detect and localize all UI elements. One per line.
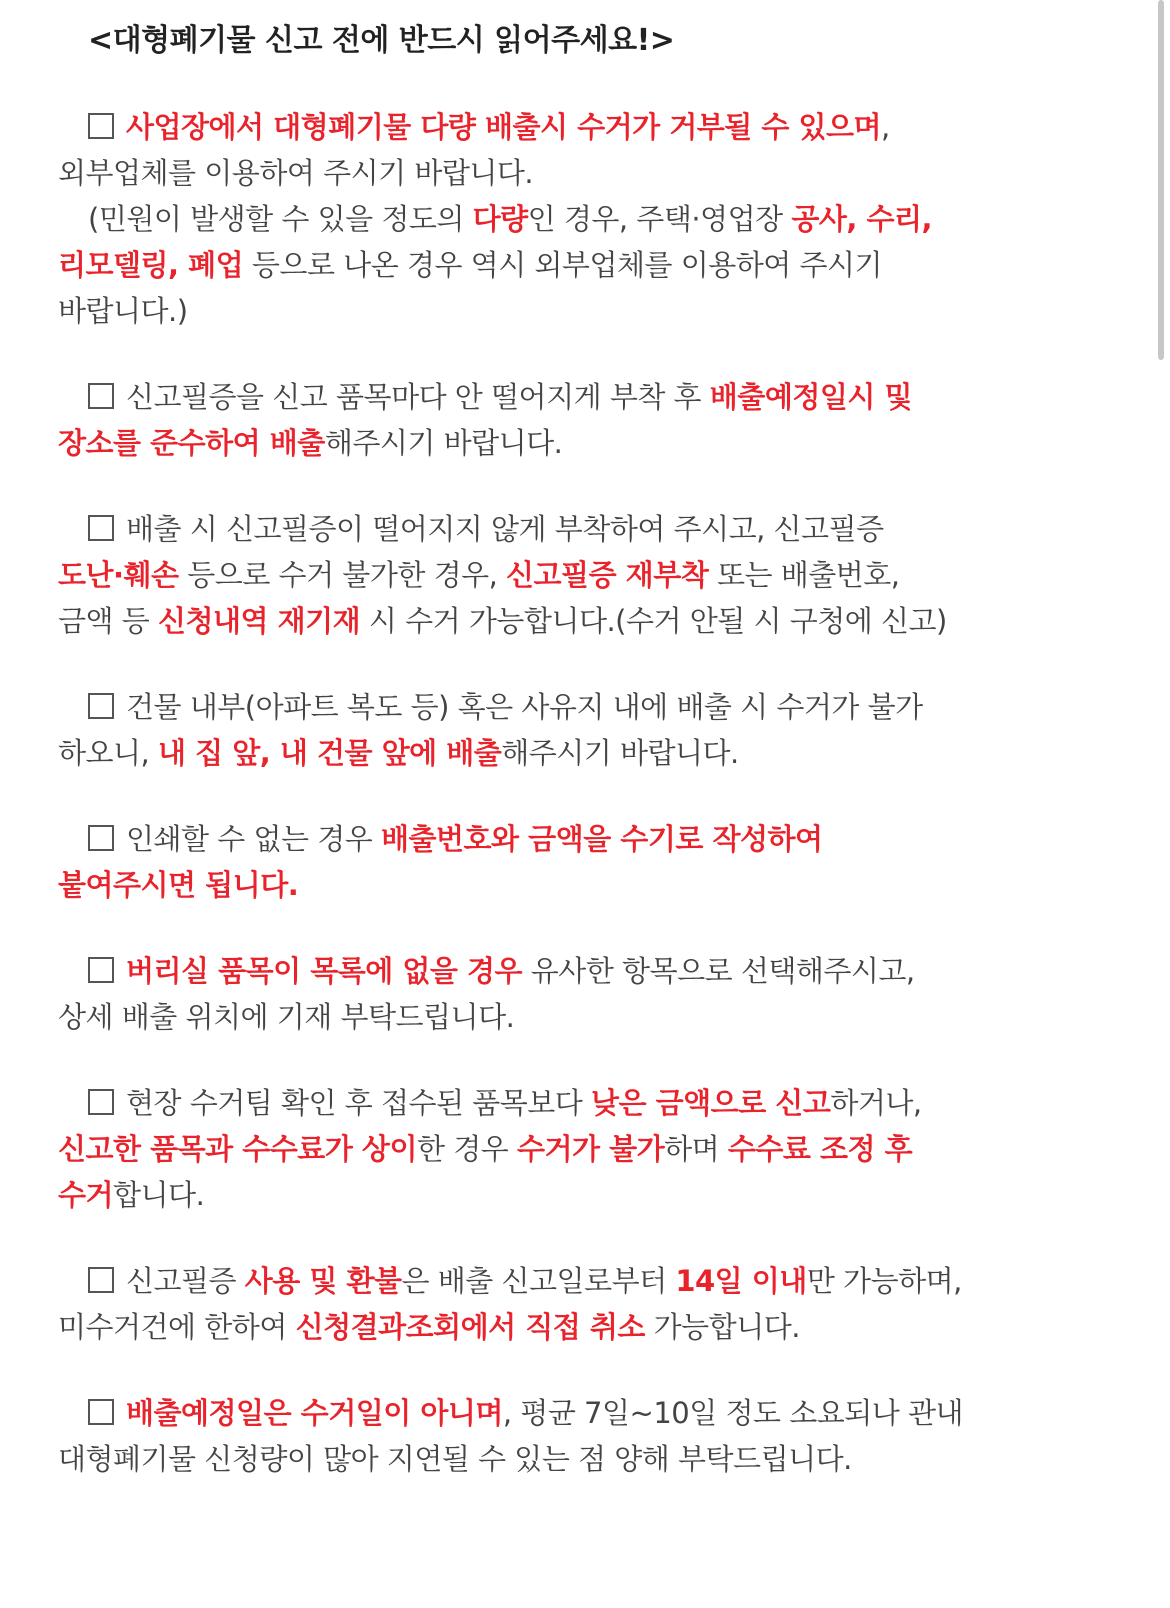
notice-text: 은 배출 신고일로부터: [401, 1264, 676, 1298]
notice-line: [58, 552, 1118, 598]
highlighted-text: 신청결과조회에서 직접 취소: [295, 1310, 645, 1344]
checkbox-icon: [88, 693, 114, 719]
notice-line: [58, 1126, 1118, 1172]
highlighted-text: 14일 이내: [675, 1264, 807, 1298]
highlighted-text: 배출번호와 금액을 수기로 작성하여: [381, 822, 823, 856]
highlighted-text: 사용 및 환불: [244, 1264, 402, 1298]
highlighted-text: 신고필증 재부착: [506, 558, 709, 592]
notice-line: [58, 1172, 1118, 1218]
notice-text: 또는 배출번호,: [708, 558, 900, 592]
notice-item: [58, 1390, 1118, 1482]
notice-line: [58, 196, 1118, 242]
highlighted-text: 수거: [58, 1178, 114, 1212]
highlighted-text: 신고한 품목과 수수료가 상이: [58, 1132, 417, 1166]
notice-text: 인쇄할 수 없는 경우: [126, 822, 381, 856]
notice-item: [58, 104, 1118, 334]
highlighted-text: 수수료 조정 후: [727, 1132, 913, 1166]
highlighted-text: 배출예정일은 수거일이 아니며: [126, 1396, 503, 1430]
notice-document: [58, 18, 1118, 1522]
checkbox-icon: [88, 113, 114, 139]
notice-text: 하오니,: [58, 736, 158, 770]
highlighted-text: 장소를 준수하여 배출: [58, 426, 325, 460]
notice-item: [58, 1080, 1118, 1218]
notice-item: [58, 506, 1118, 644]
notice-item: [58, 1258, 1118, 1350]
notice-text: 등으로 수거 불가한 경우,: [178, 558, 507, 592]
notice-text: 배출 시 신고필증이 떨어지지 않게 부착하여 주시고, 신고필증: [126, 512, 884, 546]
checkbox-icon: [88, 1267, 114, 1293]
notice-text: 금액 등: [58, 604, 158, 638]
notice-line: [58, 1436, 1118, 1482]
highlighted-text: 붙여주시면 됩니다.: [58, 868, 299, 902]
notice-text: 유사한 항목으로 선택해주시고,: [522, 954, 915, 988]
notice-line: [58, 1080, 1118, 1126]
notice-text: 한 경우: [416, 1132, 517, 1166]
notice-text: 하며: [664, 1132, 728, 1166]
notice-text: 만 가능하며,: [806, 1264, 962, 1298]
highlighted-text: 버리실 품목이 목록에 없을 경우: [126, 954, 523, 988]
notice-line: [58, 1258, 1118, 1304]
notice-text: 가능합니다.: [644, 1310, 800, 1344]
highlighted-text: 내 집 앞, 내 건물 앞에 배출: [157, 736, 502, 770]
notice-text: 바랍니다.): [58, 294, 188, 328]
notice-line: [58, 420, 1118, 466]
checkbox-icon: [88, 515, 114, 541]
notice-text: 하거나,: [830, 1086, 922, 1120]
notice-text: 대형폐기물 신청량이 많아 지연될 수 있는 점 양해 부탁드립니다.: [58, 1442, 852, 1476]
notice-text: 해주시기 바랍니다.: [324, 426, 563, 460]
notice-text: , 평균 7일~10일 정도 소요되나 관내: [502, 1396, 964, 1430]
notice-line: [58, 862, 1118, 908]
notice-text: 현장 수거팀 확인 후 접수된 품목보다: [126, 1086, 592, 1120]
notice-line: [58, 1304, 1118, 1350]
notice-item: [58, 684, 1118, 776]
notice-text: (민원이 발생할 수 있을 정도의: [88, 202, 473, 236]
notice-line: [58, 506, 1118, 552]
notice-item: [58, 948, 1118, 1040]
notice-line: [58, 288, 1118, 334]
notice-line: [58, 1390, 1118, 1436]
notice-list: [58, 104, 1118, 1482]
notice-text: 미수거건에 한하여: [58, 1310, 296, 1344]
checkbox-icon: [88, 383, 114, 409]
highlighted-text: 신청내역 재기재: [157, 604, 361, 638]
notice-item: [58, 816, 1118, 908]
highlighted-text: 수거가 불가: [516, 1132, 665, 1166]
notice-line: [58, 598, 1118, 644]
notice-text: 신고필증: [126, 1264, 245, 1298]
highlighted-text: 사업장에서 대형폐기물 다량 배출시 수거가 거부될 수 있으며: [126, 110, 882, 144]
checkbox-icon: [88, 1089, 114, 1115]
notice-line: [58, 374, 1118, 420]
checkbox-icon: [88, 957, 114, 983]
notice-text: 외부업체를 이용하여 주시기 바랍니다.: [58, 156, 534, 190]
notice-text: 상세 배출 위치에 기재 부탁드립니다.: [58, 1000, 515, 1034]
notice-line: [58, 150, 1118, 196]
notice-text: 해주시기 바랍니다.: [501, 736, 739, 770]
notice-line: [58, 242, 1118, 288]
checkbox-icon: [88, 825, 114, 851]
notice-line: [58, 730, 1118, 776]
notice-text: 신고필증을 신고 품목마다 안 떨어지게 부착 후: [126, 380, 710, 414]
highlighted-text: 낮은 금액으로 신고: [591, 1086, 831, 1120]
notice-line: [58, 994, 1118, 1040]
notice-text: 합니다.: [113, 1178, 205, 1212]
highlighted-text: 도난·훼손: [58, 558, 179, 592]
highlighted-text: 리모델링, 폐업: [58, 248, 244, 282]
notice-text: 시 수거 가능합니다.(수거 안될 시 구청에 신고): [360, 604, 947, 638]
notice-item: [58, 374, 1118, 466]
notice-text: 건물 내부(아파트 복도 등) 혹은 사유지 내에 배출 시 수거가 불가: [126, 690, 923, 724]
page-title: <대형폐기물 신고 전에 반드시 읽어주세요!>: [88, 23, 675, 58]
scrollbar[interactable]: [1158, 0, 1164, 360]
notice-text: 등으로 나온 경우 역시 외부업체를 이용하여 주시기: [243, 248, 883, 282]
notice-line: [58, 684, 1118, 730]
notice-text: ,: [881, 110, 890, 144]
highlighted-text: 공사, 수리,: [791, 202, 933, 236]
notice-line: [58, 104, 1118, 150]
highlighted-text: 배출예정일시 및: [709, 380, 912, 414]
checkbox-icon: [88, 1399, 114, 1425]
notice-line: [58, 816, 1118, 862]
notice-text: 인 경우, 주택·영업장: [527, 202, 792, 236]
notice-line: [58, 948, 1118, 994]
highlighted-text: 다량: [472, 202, 528, 236]
